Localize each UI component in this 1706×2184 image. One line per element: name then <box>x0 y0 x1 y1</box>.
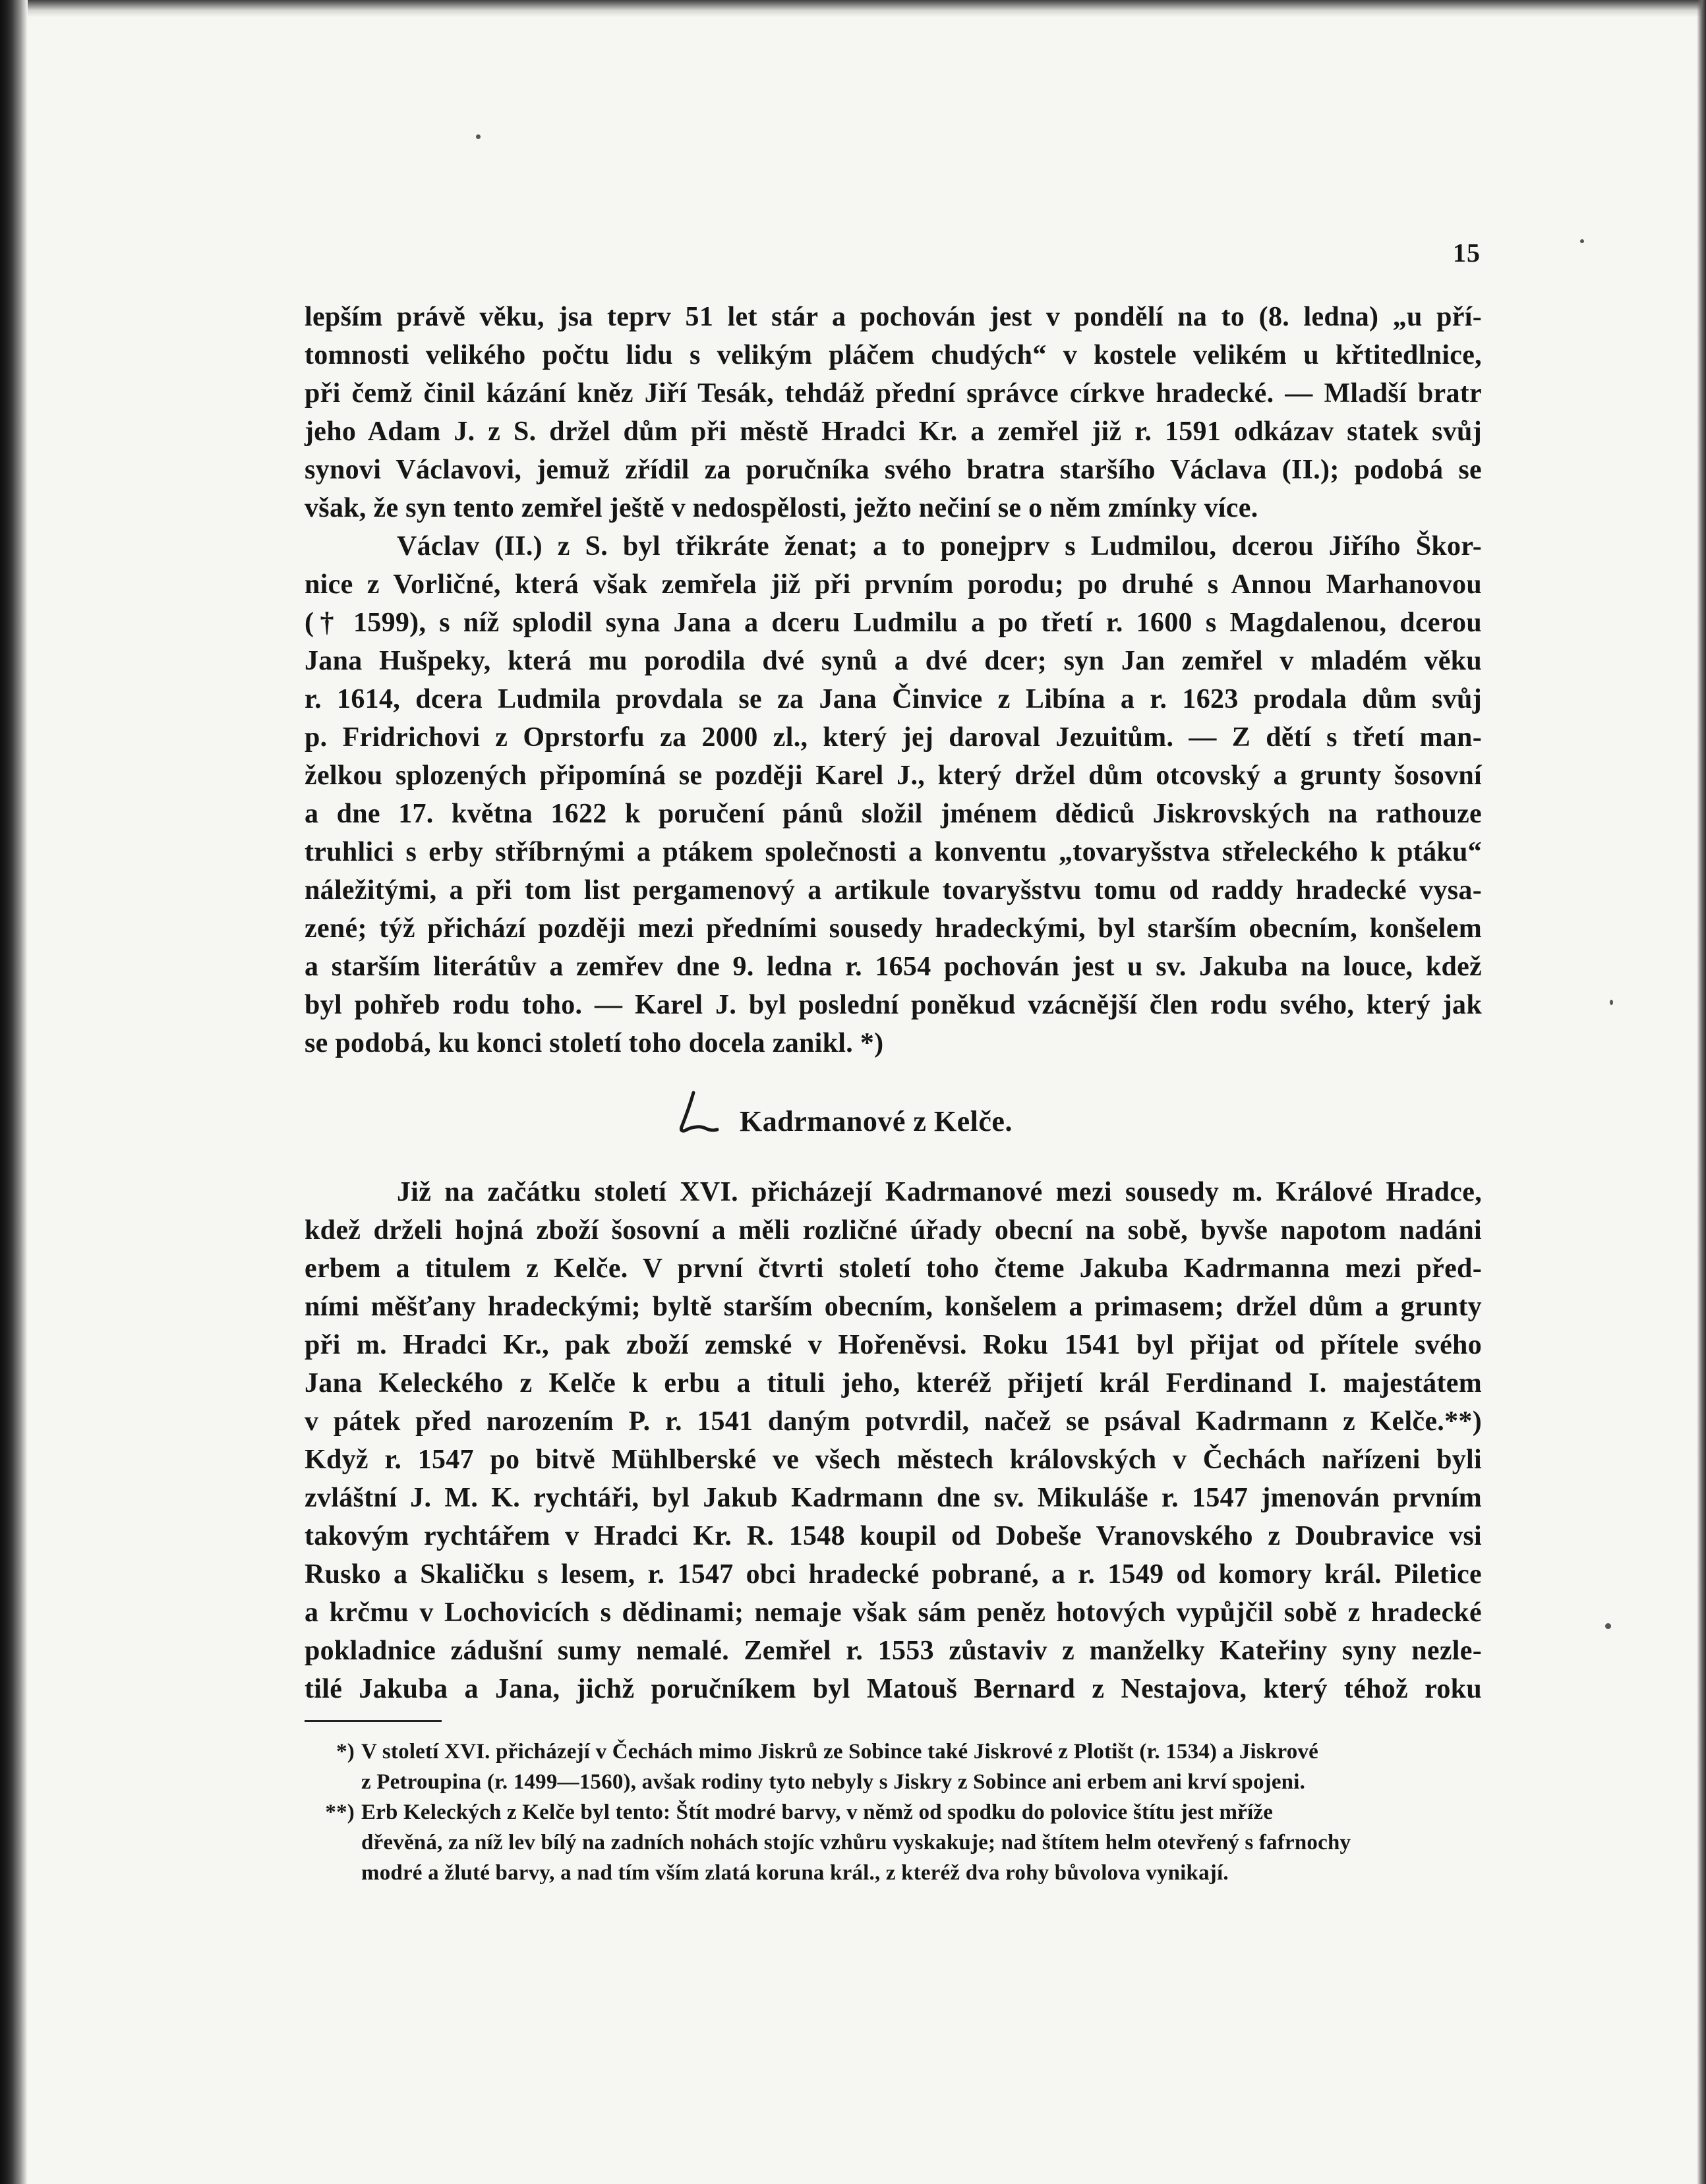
footnote-line: modré a žluté barvy, a nad tím vším zlatá koruna král., z kteréž dva rohy bůvolova vynikají. <box>361 1861 1229 1885</box>
text-line: tomnosti velikého počtu lidu s velikým pláčem chudých“ v kostele velikém u křtitedlnice, <box>305 340 1482 370</box>
footnote-2 <box>305 1797 1482 1888</box>
footnote-line: V století XVI. přicházejí v Čechách mimo Jiskrů ze Sobince také Jiskrové z Plotišt (r. 1534) a Jiskrové <box>361 1740 1318 1764</box>
text-line: Jana Keleckého z Kelče k erbu a tituli jeho, kteréž přijetí král Ferdinand I. majestátem <box>305 1368 1482 1398</box>
scan-edge-left <box>0 0 28 2184</box>
text-line: v pátek před narozením P. r. 1541 daným potvrdil, načež se psával Kadrmann z Kelče.**) <box>305 1406 1482 1437</box>
footnote-marker: *) <box>336 1740 355 1764</box>
scan-speck <box>1610 1000 1613 1005</box>
text-line: zvláštní J. M. K. rychtáři, byl Jakub Kadrmann dne sv. Mikuláše r. 1547 jmenován prvním <box>305 1483 1482 1513</box>
text-line: Václav (II.) z S. byl třikráte ženat; a to ponejprv s Ludmilou, dcerou Jiřího Škor- <box>397 531 1482 561</box>
text-line: Rusko a Skaličku s lesem, r. 1547 obci hradecké pobrané, a r. 1549 od komory král. Piletice <box>305 1559 1482 1590</box>
footnote-marker: **) <box>325 1800 355 1824</box>
footnote-line: Erb Keleckých z Kelče byl tento: Štít modré barvy, v němž od spodku do polovice štítu jest mříže <box>361 1800 1274 1824</box>
text-line: a starším literátův a zemřev dne 9. ledna r. 1654 pochován jest u sv. Jakuba na louce, kdež <box>305 952 1482 982</box>
scan-speck <box>1580 239 1584 243</box>
text-line: byl pohřeb rodu toho. — Karel J. byl poslední poněkud vzácnější člen rodu svého, který jak <box>305 990 1482 1020</box>
section-title: Kadrmanové z Kelče. <box>740 1105 1013 1137</box>
scan-edge-right <box>1697 0 1706 2184</box>
paragraph-2 <box>305 527 1482 1062</box>
footnote-1 <box>305 1737 1482 1797</box>
text-line: kdež drželi hojná zboží šosovní a měli rozličné úřady obecní na sobě, byvše napotom nadáni <box>305 1215 1482 1246</box>
text-line: želkou splozených připomíná se později Karel J., který držel dům otcovský a grunty šosovní <box>305 761 1482 791</box>
text-line: p. Fridrichovi z Oprstorfu za 2000 zl., který jej daroval Jezuitům. — Z dětí s třetí man- <box>305 722 1482 753</box>
text-line: Když r. 1547 po bitvě Mühlberské ve všech městech královských v Čechách nařízeni byli <box>305 1445 1482 1475</box>
text-line: náležitými, a při tom list pergamenový a artikule tovaryšstvu tomu od raddy hradecké vysa- <box>305 875 1482 905</box>
text-line: r. 1614, dcera Ludmila provdala se za Jana Činvice z Libína a r. 1623 prodala dům svůj <box>305 684 1482 714</box>
page-number: 15 <box>1453 238 1481 268</box>
text-line: a krčmu v Lochovicích s dědinami; nemaje však sám peněz hotových vypůjčil sobě z hradecké <box>305 1597 1482 1628</box>
text-line: Jana Hušpeky, která mu porodila dvé synů a dvé dcer; syn Jan zemřel v mladém věku <box>305 646 1482 676</box>
text-line: se podobá, ku konci století toho docela zanikl. *) <box>305 1028 884 1058</box>
handwritten-mark-icon <box>674 1090 720 1139</box>
text-line: při m. Hradci Kr., pak zboží zemské v Hořeněvsi. Roku 1541 byl přijat od přítele svého <box>305 1330 1482 1360</box>
text-line: zené; týž přichází později mezi předními sousedy hradeckými, byl starším obecním, konšelem <box>305 913 1482 944</box>
text-line: truhlici s erby stříbrnými a ptákem společnosti a konventu „tovaryšstva střeleckého k ptáku“ <box>305 837 1482 867</box>
footnote-line: z Petroupina (r. 1499—1560), avšak rodiny tyto nebyly s Jiskry z Sobince ani erbem ani krví spojeni. <box>361 1770 1306 1794</box>
text-line: lepším právě věku, jsa teprv 51 let stár a pochován jest v pondělí na to (8. ledna) „u pří- <box>305 302 1482 332</box>
text-line: pokladnice zádušní sumy nemalé. Zemřel r. 1553 zůstaviv z manželky Kateřiny syny nezle- <box>305 1636 1482 1666</box>
text-line: tilé Jakuba a Jana, jichž poručníkem byl Matouš Bernard z Nestajova, který téhož roku <box>305 1674 1482 1704</box>
section-paragraph <box>305 1173 1482 1708</box>
scan-speck <box>476 134 481 139</box>
text-line: († 1599), s níž splodil syna Jana a dceru Ludmilu a po třetí r. 1600 s Magdalenou, dcerou <box>305 608 1482 638</box>
page-body <box>305 298 1482 1888</box>
scan-edge-top <box>0 0 1706 17</box>
text-line: při čemž činil kázání kněz Jiří Tesák, tehdáž přední správce církve hradecké. — Mladší bratr <box>305 378 1482 409</box>
text-line: erbem a titulem z Kelče. V první čtvrti století toho čteme Jakuba Kadrmanna mezi před- <box>305 1253 1482 1284</box>
text-line: takovým rychtářem v Hradci Kr. R. 1548 koupil od Dobeše Vranovského z Doubravice vsi <box>305 1521 1482 1551</box>
text-line: Již na začátku století XVI. přicházejí Kadrmanové mezi sousedy m. Králové Hradce, <box>397 1177 1482 1207</box>
text-line: a dne 17. května 1622 k poručení pánů složil jménem dědiců Jiskrovských na rathouze <box>305 799 1482 829</box>
text-line: jeho Adam J. z S. držel dům při městě Hradci Kr. a zemřel již r. 1591 odkázav statek svůj <box>305 417 1482 447</box>
scan-speck <box>1605 1623 1611 1629</box>
text-line: ními měšťany hradeckými; byltě starším obecním, konšelem a primasem; držel dům a grunty <box>305 1292 1482 1322</box>
text-line: synovi Václavovi, jemuž zřídil za poručníka svého bratra staršího Václava (II.); podobá se <box>305 455 1482 485</box>
paragraph-1 <box>305 298 1482 527</box>
text-line: nice z Vorličné, která však zemřela již při prvním porodu; po druhé s Annou Marhanovou <box>305 569 1482 600</box>
footnote-divider <box>305 1720 442 1722</box>
footnote-line: dřevěná, za níž lev bílý na zadních nohách stojíc vzhůru vyskakuje; nad štítem helm otevřený s fafrnochy <box>361 1831 1351 1854</box>
section-heading <box>305 1077 1482 1169</box>
text-line: však, že syn tento zemřel ještě v nedospělosti, ježto nečiní se o něm zmínky více. <box>305 493 1258 523</box>
